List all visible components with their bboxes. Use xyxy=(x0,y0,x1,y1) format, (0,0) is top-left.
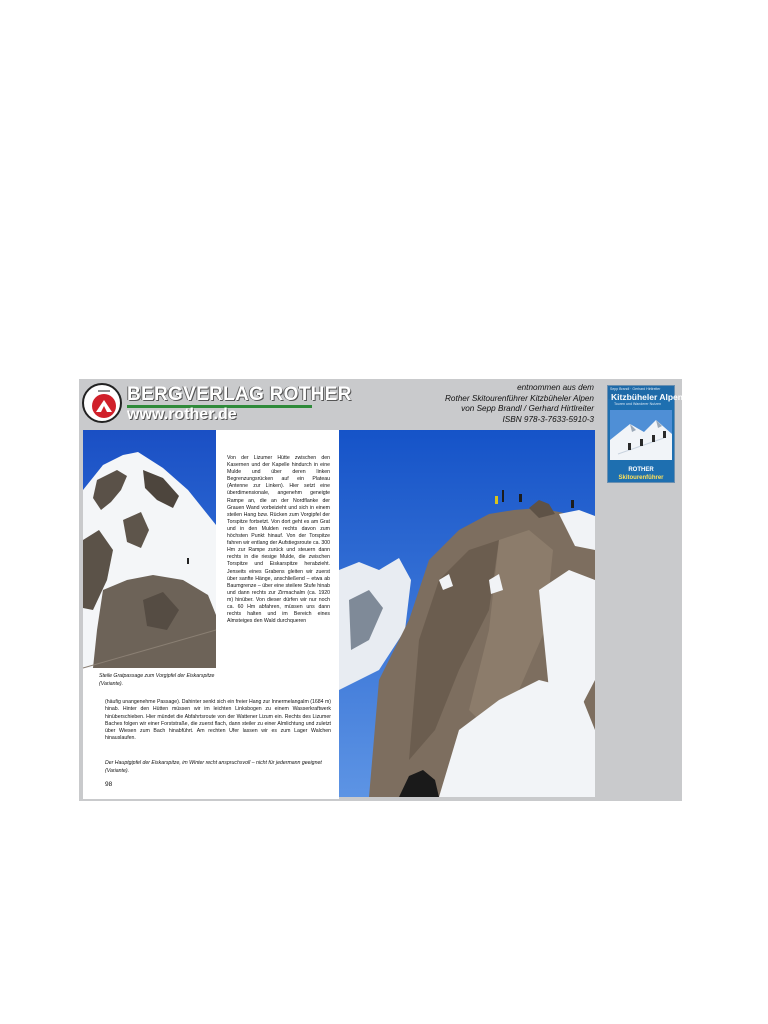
cover-authors: Sepp Brandl · Gerhard Hirtlreiter xyxy=(610,387,661,391)
book-cover[interactable] xyxy=(607,385,683,483)
cover-brand: ROTHER xyxy=(628,467,654,473)
cover-photo xyxy=(610,410,672,460)
summit-ridge-photo xyxy=(83,430,216,668)
brand-name: BERGVERLAG ROTHER xyxy=(127,384,352,405)
source-info xyxy=(445,383,594,425)
source-line: Rother Skitourenführer Kitzbüheler Alpen xyxy=(445,393,594,403)
route-text-wide: (häufig unangenehme Passage). Dahinter senkt sich ein freier Hang zur Innermelangalm (1684 m) hinab. Hinter den Hütten müssen wir im leichten Linksbogen zu einem Wasserkraftwerk hinüberschieben. Hier mündet die Abfahrtsroute von der Wattener Lizum ein. Rechts des Lizumer Baches folgen wir einer Forststraße, die zuerst flach, dann steiler zu einer Almlichtung und zuletzt über Wiesen zum Bach hinabführt. Am rechten Ufer lassen wir es zum Lager Walchen hinauslaufen. xyxy=(105,699,331,742)
rother-logo xyxy=(82,383,122,423)
cover-subtitle: Touren und Wanderer Nutzen xyxy=(614,402,662,406)
cover-series: Skitourenführer xyxy=(618,475,664,481)
left-page xyxy=(83,430,339,799)
book-spread xyxy=(79,379,682,801)
route-text-column: Von der Lizumer Hütte zwischen den Kasernen und der Kapelle hindurch in eine Mulde und über deren linken Begrenzungsrücken auf ein Plateau (Antenne zur Linken). Hier setzt eine überdimensionale, angenehm geneigte Rampe an, die an der Nordflanke der Grauen Wand vorbeizieht und sich in einem steilen Hang bzw. Rücken zum Vorgipfel der Torspitze fortsetzt. Von dort geht es am Grat und in den Mulden rechts davon zum höchsten Punkt hinauf. Von der Torspitze fahren wir entlang der Aufstiegsroute ca. 300 Hm zur Rampe zurück und steuern dann rechts in die riesige Mulde, die zwischen Torspitze und Eiskarspitze herabzieht. Jenseits eines Grabens gleiten wir zuerst über sanfte Hänge, anschließend – etwa ab Baumgrenze – über eine steilere Stufe hinab und dann rechts zur Zirmachalm (ca. 1920 m) hinüber. Von dieser dürfen wir nur noch ca. 60 Hm abfahren, müssen uns dann rechts halten und im Bereich eines Almsteiges den Wald durchqueren xyxy=(227,455,330,625)
photo-caption: Steile Gratpassage zum Vorgipfel der Eiskarspitze (Variante). xyxy=(99,673,215,687)
source-line: ISBN 978-3-7633-5910-3 xyxy=(502,414,594,424)
brand-url[interactable]: www.rother.de xyxy=(127,406,237,423)
mountain-icon xyxy=(92,394,116,418)
summit-rock-photo xyxy=(339,430,595,797)
source-line: von Sepp Brandl / Gerhard Hirtlreiter xyxy=(461,404,594,413)
source-line: entnommen aus dem xyxy=(517,383,594,392)
photo-caption: Der Hauptgipfel der Eiskarspitze, im Winter recht anspruchsvoll – nicht für jedermann geeignet (Variante). xyxy=(105,760,322,774)
cover-title: Kitzbüheler Alpen xyxy=(611,392,683,402)
page-number: 98 xyxy=(105,781,113,788)
